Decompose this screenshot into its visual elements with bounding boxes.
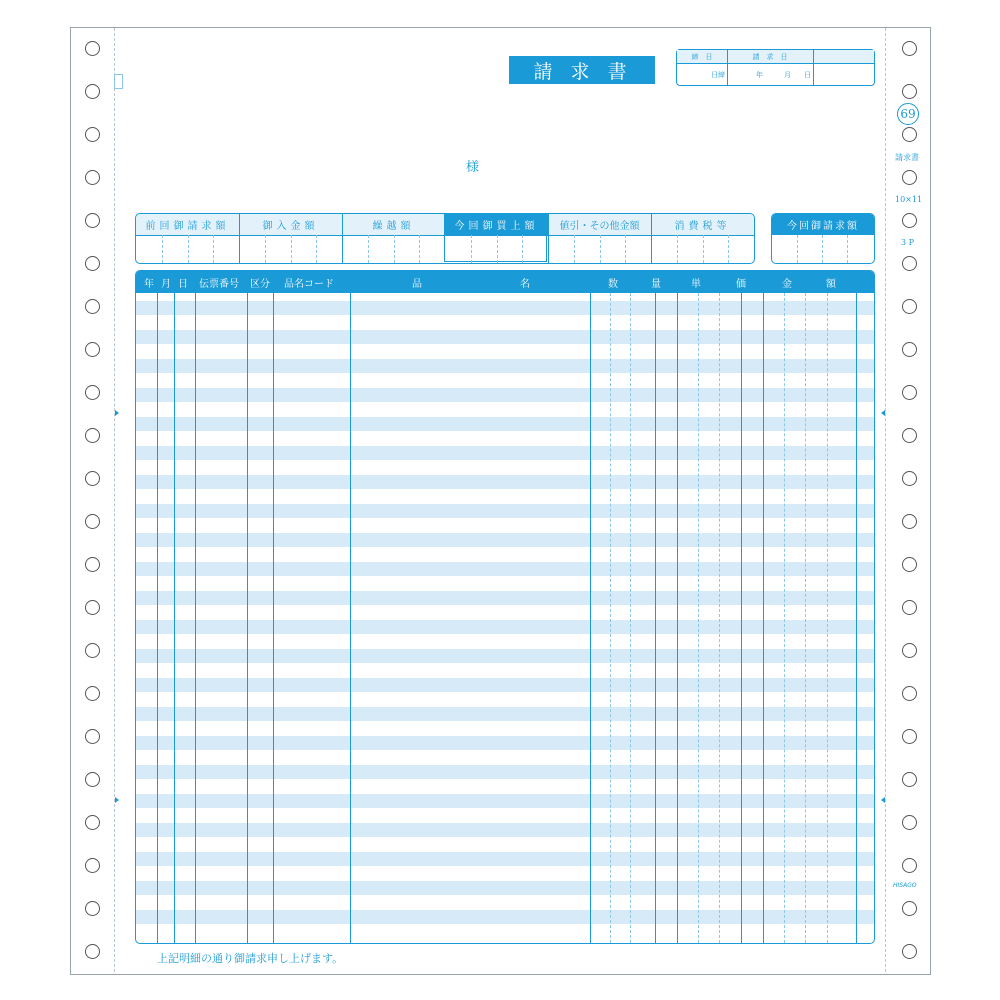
tractor-hole-right <box>902 428 917 443</box>
tractor-hole-left <box>85 815 100 830</box>
tractor-hole-right <box>902 127 917 142</box>
tractor-hole-left <box>85 471 100 486</box>
column-divider <box>677 293 678 943</box>
tractor-hole-right <box>902 600 917 615</box>
tractor-hole-right <box>902 686 917 701</box>
left-perforation <box>114 28 115 972</box>
tractor-hole-right <box>902 514 917 529</box>
tractor-hole-left <box>85 385 100 400</box>
digit-divider <box>719 293 720 943</box>
summary-header-purchase: 今回御買上額 <box>454 221 539 232</box>
tractor-hole-left <box>85 170 100 185</box>
feed-marker-left-1 <box>115 410 119 416</box>
year-label: 年 <box>756 70 763 79</box>
summary-digit-divider <box>625 235 626 263</box>
close-day-value: 日締 <box>711 70 725 79</box>
column-divider <box>157 293 158 943</box>
tractor-hole-right <box>902 729 917 744</box>
tractor-hole-right <box>902 858 917 873</box>
table-header <box>136 271 874 293</box>
tractor-hole-left <box>85 256 100 271</box>
header-unit-price-1: 単 <box>691 278 701 290</box>
tractor-hole-left <box>85 84 100 99</box>
right-perforation <box>885 28 886 972</box>
header-item-name-1: 品 <box>412 278 422 290</box>
tractor-hole-left <box>85 428 100 443</box>
tractor-hole-left <box>85 858 100 873</box>
summary-digit-divider <box>703 235 704 263</box>
summary-digit-divider <box>497 235 498 263</box>
form-parts-label: 3 P <box>901 238 915 247</box>
summary-digit-divider <box>471 235 472 263</box>
column-divider <box>273 293 274 943</box>
column-divider <box>350 293 351 943</box>
tractor-hole-left <box>85 901 100 916</box>
day-label: 日 <box>804 70 811 79</box>
summary-header-previous: 前回御請求額 <box>145 221 230 232</box>
close-day-label: 締 日 <box>691 52 713 61</box>
digit-divider <box>827 293 828 943</box>
tractor-hole-right <box>902 557 917 572</box>
summary-digit-divider <box>419 235 420 263</box>
header-category: 区分 <box>250 278 270 290</box>
header-qty-1: 数 <box>608 278 618 290</box>
column-divider <box>174 293 175 943</box>
summary-header-payment: 御入金額 <box>262 221 319 232</box>
summary-digit-divider <box>728 235 729 263</box>
tractor-hole-right <box>902 772 917 787</box>
tractor-hole-right <box>902 901 917 916</box>
total-header: 今回御請求額 <box>787 221 859 232</box>
tractor-hole-left <box>85 729 100 744</box>
tractor-hole-right <box>902 299 917 314</box>
digit-divider <box>805 293 806 943</box>
header-amount-1: 金 <box>782 278 792 290</box>
digit-divider <box>698 293 699 943</box>
form-number: 69 <box>897 103 919 125</box>
column-divider <box>590 293 591 943</box>
header-amount-2: 額 <box>826 278 836 290</box>
summary-digit-divider <box>291 235 292 263</box>
addressee-suffix: 様 <box>466 160 480 175</box>
column-divider <box>655 293 656 943</box>
tractor-hole-right <box>902 256 917 271</box>
header-month: 月 <box>161 278 171 290</box>
summary-digit-divider <box>574 235 575 263</box>
tractor-hole-left <box>85 514 100 529</box>
column-divider <box>741 293 742 943</box>
summary-digit-divider <box>394 235 395 263</box>
footnote: 上記明細の通り御請求申し上げます。 <box>157 952 344 965</box>
feed-marker-right-2 <box>881 797 885 803</box>
tractor-hole-right <box>902 471 917 486</box>
summary-digit-divider <box>188 235 189 263</box>
alignment-mark <box>114 74 123 89</box>
tractor-hole-left <box>85 41 100 56</box>
invoice-date-label: 請 求 日 <box>752 52 788 61</box>
summary-digit-divider <box>522 235 523 263</box>
tractor-hole-right <box>902 170 917 185</box>
summary-header-tax: 消費税等 <box>674 221 731 232</box>
summary-box <box>135 213 755 264</box>
summary-digit-divider <box>162 235 163 263</box>
summary-digit-divider <box>677 235 678 263</box>
digit-divider <box>610 293 611 943</box>
total-box <box>771 213 875 264</box>
summary-header-carryover: 繰越額 <box>372 221 415 232</box>
tractor-hole-right <box>902 815 917 830</box>
tractor-hole-right <box>902 342 917 357</box>
digit-divider <box>630 293 631 943</box>
summary-digit-divider <box>265 235 266 263</box>
summary-digit-divider <box>213 235 214 263</box>
digit-divider <box>784 293 785 943</box>
month-label: 月 <box>784 70 791 79</box>
header-year: 年 <box>144 278 154 290</box>
tractor-hole-left <box>85 772 100 787</box>
column-divider <box>247 293 248 943</box>
form-name-label: 請求書 <box>895 153 919 162</box>
tractor-hole-left <box>85 127 100 142</box>
brand-logo: HISAGO <box>893 882 917 889</box>
document-title: 請求書 <box>509 56 655 84</box>
header-slip-no: 伝票番号 <box>199 278 239 290</box>
tractor-hole-right <box>902 84 917 99</box>
header-qty-2: 量 <box>651 278 661 290</box>
header-item-name-2: 名 <box>520 278 530 290</box>
header-item-code: 品名コード <box>284 278 334 290</box>
tractor-hole-left <box>85 643 100 658</box>
tractor-hole-left <box>85 213 100 228</box>
tractor-hole-right <box>902 213 917 228</box>
tractor-hole-left <box>85 299 100 314</box>
header-unit-price-2: 価 <box>736 278 746 290</box>
summary-digit-divider <box>368 235 369 263</box>
summary-header-discount: 値引・その他金額 <box>559 221 640 232</box>
tractor-hole-left <box>85 557 100 572</box>
tractor-hole-left <box>85 342 100 357</box>
feed-marker-right-1 <box>881 410 885 416</box>
form-size-label: 10×11 <box>895 195 923 204</box>
column-divider <box>856 293 857 943</box>
tractor-hole-right <box>902 41 917 56</box>
header-day: 日 <box>178 278 188 290</box>
summary-digit-divider <box>600 235 601 263</box>
detail-table <box>135 270 875 944</box>
date-box <box>676 49 875 86</box>
tractor-hole-left <box>85 944 100 959</box>
tractor-hole-right <box>902 385 917 400</box>
tractor-hole-right <box>902 944 917 959</box>
column-divider <box>763 293 764 943</box>
summary-digit-divider <box>316 235 317 263</box>
tractor-hole-left <box>85 686 100 701</box>
feed-marker-left-2 <box>115 797 119 803</box>
tractor-hole-right <box>902 643 917 658</box>
column-divider <box>195 293 196 943</box>
tractor-hole-left <box>85 600 100 615</box>
